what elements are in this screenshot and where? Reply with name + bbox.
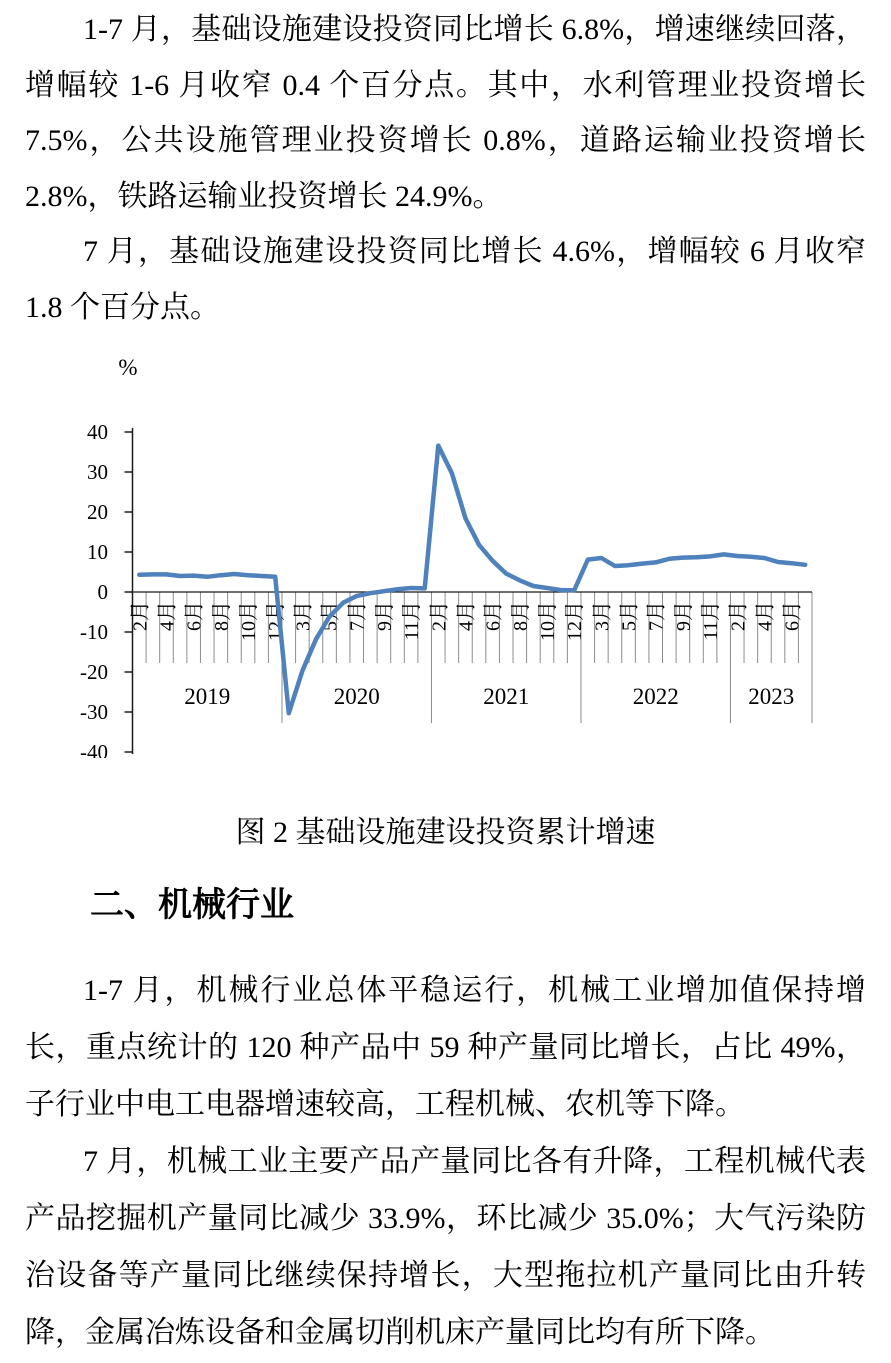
x-month-label: 7月 bbox=[645, 601, 668, 631]
y-tick-label: 20 bbox=[87, 500, 108, 524]
x-month-label: 4月 bbox=[754, 601, 777, 631]
x-month-label: 6月 bbox=[183, 601, 206, 631]
x-month-label: 4月 bbox=[455, 601, 478, 631]
figure-2-chart bbox=[0, 358, 891, 758]
y-tick-label: 40 bbox=[87, 420, 108, 444]
x-month-label: 6月 bbox=[482, 601, 505, 631]
x-month-label: 2月 bbox=[428, 601, 451, 631]
x-month-label: 11月 bbox=[700, 601, 723, 641]
x-month-label: 9月 bbox=[373, 601, 396, 631]
x-month-label: 2月 bbox=[129, 601, 152, 631]
x-month-label: 8月 bbox=[509, 601, 532, 631]
x-month-label: 9月 bbox=[672, 601, 695, 631]
series-line bbox=[139, 446, 805, 714]
x-year-label: 2019 bbox=[184, 684, 231, 709]
y-tick-label: 0 bbox=[97, 580, 108, 604]
y-tick-label: -40 bbox=[80, 740, 108, 758]
x-year-label: 2023 bbox=[748, 684, 795, 709]
y-axis bbox=[80, 420, 133, 758]
chart-svg bbox=[0, 358, 891, 758]
x-month-label: 8月 bbox=[210, 601, 233, 631]
y-axis-unit-label: % bbox=[118, 358, 138, 380]
x-month-label: 4月 bbox=[156, 601, 179, 631]
x-year-label: 2022 bbox=[632, 684, 679, 709]
x-month-label: 6月 bbox=[781, 601, 804, 631]
x-month-labels bbox=[129, 601, 803, 641]
x-month-label: 5月 bbox=[319, 601, 342, 631]
x-month-label: 3月 bbox=[292, 601, 315, 631]
x-month-label: 10月 bbox=[536, 601, 559, 641]
paragraph-1: 1-7 月，基础设施建设投资同比增长 6.8%，增速继续回落，增幅较 1-6 月收窄 0.4 个百分点。其中，水利管理业投资增长 7.5%，公共设施管理业投资增长 0.8%，道路运输业投资增长 2.8%，铁路运输业投资增长 24.9%。 bbox=[25, 13, 866, 213]
paragraph-3: 1-7 月，机械行业总体平稳运行，机械工业增加值保持增长，重点统计的 120 种产品中 59 种产量同比增长，占比 49%，子行业中电工电器增速较高，工程机械、农机等下降。 bbox=[25, 974, 866, 1121]
y-tick-label: -20 bbox=[80, 660, 108, 684]
paragraph-4: 7 月，机械工业主要产品产量同比各有升降，工程机械代表产品挖掘机产量同比减少 33.9%，环比减少 35.0%；大气污染防治设备等产量同比继续保持增长，大型拖拉机产量同比由升转降，金属冶炼设备和金属切削机床产量同比均有所下降。 bbox=[25, 1145, 866, 1349]
section-infrastructure-text bbox=[25, 2, 866, 336]
x-month-label: 11月 bbox=[401, 601, 424, 641]
y-tick-label: 30 bbox=[87, 460, 108, 484]
paragraph-2: 7 月，基础设施建设投资同比增长 4.6%，增幅较 6 月收窄 1.8 个百分点。 bbox=[25, 235, 866, 324]
x-year-labels bbox=[184, 684, 794, 709]
y-tick-label: -30 bbox=[80, 700, 108, 724]
x-month-label: 10月 bbox=[238, 601, 261, 641]
y-tick-label: -10 bbox=[80, 620, 108, 644]
x-year-label: 2020 bbox=[333, 684, 380, 709]
x-month-label: 12月 bbox=[564, 601, 587, 641]
x-month-label: 7月 bbox=[346, 601, 369, 631]
y-tick-label: 10 bbox=[87, 540, 108, 564]
x-month-label: 5月 bbox=[618, 601, 641, 631]
x-month-label: 12月 bbox=[265, 601, 288, 641]
x-month-label: 2月 bbox=[727, 601, 750, 631]
x-year-label: 2021 bbox=[483, 684, 530, 709]
x-month-label: 3月 bbox=[591, 601, 614, 631]
figure-caption: 图 2 基础设施建设投资累计增速 bbox=[235, 816, 656, 849]
section-heading-machinery: 二、机械行业 bbox=[90, 886, 294, 924]
section-machinery-text bbox=[25, 962, 866, 1361]
